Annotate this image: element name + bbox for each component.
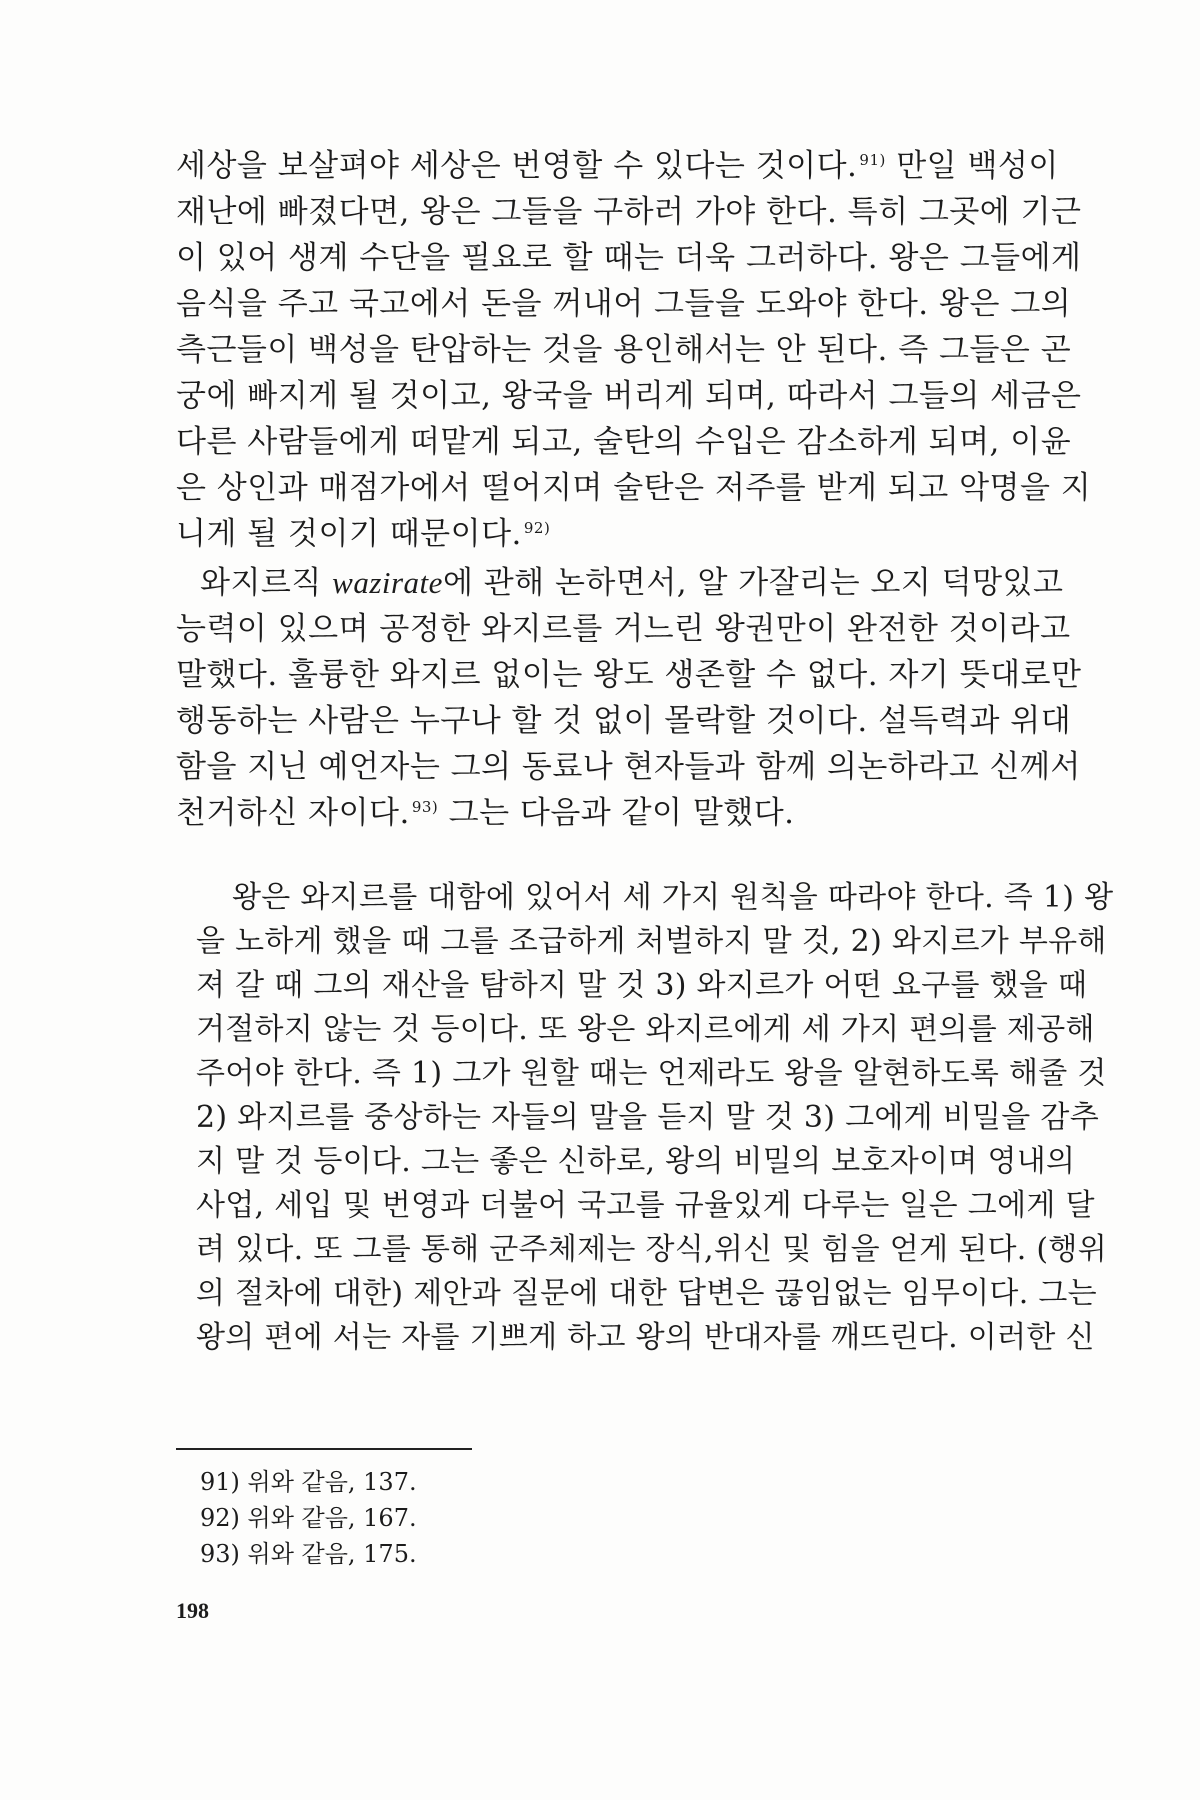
body-line: 이 있어 생계 수단을 필요로 할 때는 더욱 그러하다. 왕은 그들에게	[176, 240, 1082, 276]
body-text: 만일 백성이	[885, 148, 1059, 184]
quote-line: 을 노하게 했을 때 그를 조급하게 처벌하지 말 것, 2) 와지르가 부유해	[196, 924, 1107, 959]
footnote: 93) 위와 같음, 175.	[200, 1540, 417, 1568]
footnote-reference: 93)	[411, 797, 439, 816]
body-line: 함을 지닌 예언자는 그의 동료나 현자들과 함께 의논하라고 신께서	[176, 749, 1081, 785]
quote-line: 주어야 한다. 즉 1) 그가 원할 때는 언제라도 왕을 알현하도록 해줄 것	[196, 1056, 1107, 1091]
body-line: 행동하는 사람은 누구나 할 것 없이 몰락할 것이다. 설득력과 위대	[176, 703, 1072, 739]
body-text: 그는 다음과 같이 말했다.	[438, 795, 795, 831]
body-line: 측근들이 백성을 탄압하는 것을 용인해서는 안 된다. 즉 그들은 곤	[176, 332, 1072, 368]
body-line	[176, 793, 795, 833]
quote-line: 져 갈 때 그의 재산을 탐하지 말 것 3) 와지르가 어떤 요구를 했을 때	[196, 968, 1088, 1003]
body-text: 세상을 보살펴야 세상은 번영할 수 있다는 것이다.	[176, 148, 858, 184]
quote-line: 지 말 것 등이다. 그는 좋은 신하로, 왕의 비밀의 보호자이며 영내의	[196, 1144, 1076, 1179]
body-line: 능력이 있으며 공정한 와지르를 거느린 왕권만이 완전한 것이라고	[176, 611, 1071, 647]
body-line	[176, 146, 1059, 186]
body-line: 은 상인과 매점가에서 떨어지며 술탄은 저주를 받게 되고 악명을 지	[176, 470, 1092, 506]
quote-line: 왕은 와지르를 대함에 있어서 세 가지 원칙을 따라야 한다. 즉 1) 왕	[232, 880, 1114, 915]
footnote-reference: 92)	[523, 518, 551, 537]
body-text: 천거하신 자이다.	[176, 795, 410, 831]
quote-line: 의 절차에 대한) 제안과 질문에 대한 답변은 끊임없는 임무이다. 그는	[196, 1276, 1097, 1311]
body-line: 궁에 빠지게 될 것이고, 왕국을 버리게 되며, 따라서 그들의 세금은	[176, 378, 1082, 414]
page-number: 198	[176, 1598, 209, 1623]
body-line: 말했다. 훌륭한 와지르 없이는 왕도 생존할 수 없다. 자기 뜻대로만	[176, 657, 1082, 693]
body-line: 다른 사람들에게 떠맡게 되고, 술탄의 수입은 감소하게 되며, 이윤	[176, 424, 1072, 460]
body-text: 니게 될 것이기 때문이다.	[176, 516, 522, 552]
footnote-reference: 91)	[859, 150, 886, 169]
body-line	[176, 514, 550, 554]
footnote-divider	[176, 1448, 472, 1450]
body-line	[200, 563, 1063, 603]
quote-line: 2) 와지르를 중상하는 자들의 말을 듣지 말 것 3) 그에게 비밀을 감추	[196, 1100, 1099, 1135]
quote-line: 거절하지 않는 것 등이다. 또 왕은 와지르에게 세 가지 편의를 제공해	[196, 1012, 1095, 1047]
body-text: 와지르직	[200, 565, 333, 601]
quote-line: 사업, 세입 및 번영과 더불어 국고를 규율있게 다루는 일은 그에게 달	[196, 1188, 1095, 1223]
quote-line: 려 있다. 또 그를 통해 군주체제는 장식,위신 및 힘을 얻게 된다. (행위	[196, 1232, 1107, 1267]
quote-line: 왕의 편에 서는 자를 기쁘게 하고 왕의 반대자를 깨뜨린다. 이러한 신	[196, 1320, 1095, 1355]
italic-term: wazirate	[332, 565, 443, 600]
body-line: 재난에 빠졌다면, 왕은 그들을 구하러 가야 한다. 특히 그곳에 기근	[176, 194, 1082, 230]
footnote: 92) 위와 같음, 167.	[200, 1504, 417, 1532]
body-line: 음식을 주고 국고에서 돈을 꺼내어 그들을 도와야 한다. 왕은 그의	[176, 286, 1072, 322]
body-text: 에 관해 논하면서, 알 가잘리는 오지 덕망있고	[442, 565, 1064, 601]
footnote: 91) 위와 같음, 137.	[200, 1468, 417, 1496]
